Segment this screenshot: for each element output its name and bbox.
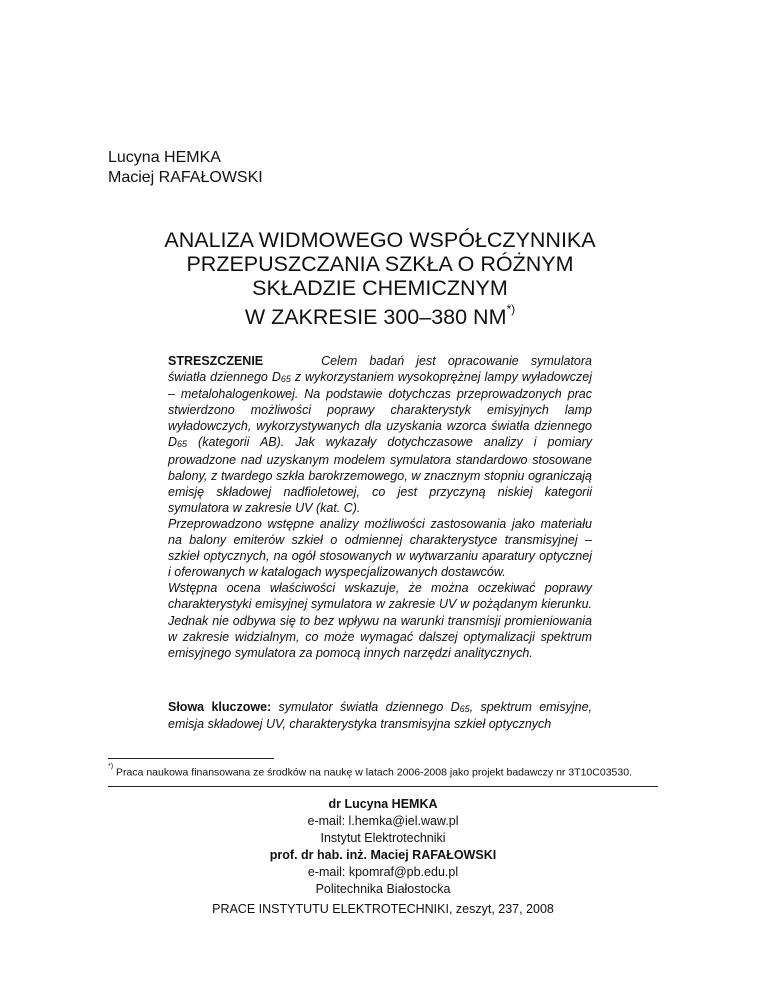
footnote-text: Praca naukowa finansowana ze środków na naukę w latach 2006-2008 jako projekt badawczy nr 3T10C03530. <box>113 766 632 779</box>
affiliation-email[interactable]: e-mail: l.hemka@iel.waw.pl <box>307 814 459 828</box>
affiliation-institution: Instytut Elektrotechniki <box>320 831 446 845</box>
affiliation-email[interactable]: e-mail: kpomraf@pb.edu.pl <box>307 865 459 879</box>
footnote <box>108 763 632 779</box>
abstract <box>168 353 592 661</box>
subscript: 65 <box>280 374 291 385</box>
abstract-paragraph: Przeprowadzono wstępne analizy możliwości zastosowania jako materiału na balony emiterów szkieł o odmiennej charakterystyce transmisyjnej – szkieł optycznych, na ogół stosowanych w wytwarzaniu aparatury optycznej i oferowanych w katalogach wyspecjalizowanych dostawców. <box>168 516 592 580</box>
footnote-mark: *) <box>108 763 114 770</box>
abstract-text: z wykorzystaniem wysokoprężnej lampy wyładowczej – metalohalogenkowej. Na podstawie dotychczas przeprowadzonych prac stwierdzono możliwości poprawy charakterystyk emisyjnych lamp wyładowczych, wykorzystywanych dla uzyskania wzorca światła dziennego D <box>168 370 592 450</box>
abstract-paragraph <box>168 353 592 516</box>
paper-title <box>100 228 660 329</box>
title-line: PRZEPUSZCZANIA SZKŁA O RÓŻNYM <box>186 252 574 276</box>
keywords-text: symulator światła dziennego D <box>271 700 460 714</box>
footnote-reference: *) <box>506 302 516 316</box>
title-line-text: W ZAKRESIE 300–380 NM <box>244 305 507 330</box>
keywords-text: , spektrum emisyjne, emisja składowej UV, charakterystyka transmisyjna szkieł optycznych <box>168 700 592 732</box>
author-name: Maciej RAFAŁOWSKI <box>108 169 263 186</box>
affiliations <box>108 796 658 898</box>
author-name: Lucyna HEMKA <box>108 149 221 166</box>
subscript: 65 <box>459 704 470 714</box>
keywords-label: Słowa kluczowe: <box>168 700 272 714</box>
abstract-text: (kategorii AB). Jak wykazały dotychczasowe analizy i pomiary prowadzone nad uzyskanym modelem symulatora standardowo stosowane balony, z twardego szkła barokrzemowego, w znacznym stopniu ograniczają emisję składowej nadfioletowej, co jest przyczyną niskiej kategorii symulatora w zakresie UV (kat. C). <box>168 435 592 515</box>
subscript: 65 <box>177 439 188 450</box>
section-divider <box>108 786 658 787</box>
footnote-divider <box>108 758 274 759</box>
journal-citation: PRACE INSTYTUTU ELEKTROTECHNIKI, zeszyt, 237, 2008 <box>212 902 554 916</box>
keywords <box>168 699 592 732</box>
abstract-label: STRESZCZENIE <box>168 354 264 368</box>
title-line: SKŁADZIE CHEMICZNYM <box>252 276 508 300</box>
affiliation-name: dr Lucyna HEMKA <box>328 797 438 811</box>
affiliation-name: prof. dr hab. inż. Maciej RAFAŁOWSKI <box>269 848 497 862</box>
affiliation-institution: Politechnika Białostocka <box>315 882 451 896</box>
title-line <box>100 300 660 329</box>
title-line: ANALIZA WIDMOWEGO WSPÓŁCZYNNIKA <box>164 228 596 252</box>
abstract-text: Celem badań jest opracowanie symulatora światła dziennego D <box>168 354 592 385</box>
author-list <box>108 148 263 188</box>
abstract-paragraph: Wstępna ocena właściwości wskazuje, że można oczekiwać poprawy charakterystyki emisyjnej symulatora w zakresie UV w pożądanym kierunku. Jednak nie odbywa się to bez wpływu na warunki transmisji promieniowania w zakresie widzialnym, co może wymagać dalszej optymalizacji spektrum emisyjnego symulatora za pomocą innych narzędzi analitycznych. <box>168 581 592 660</box>
